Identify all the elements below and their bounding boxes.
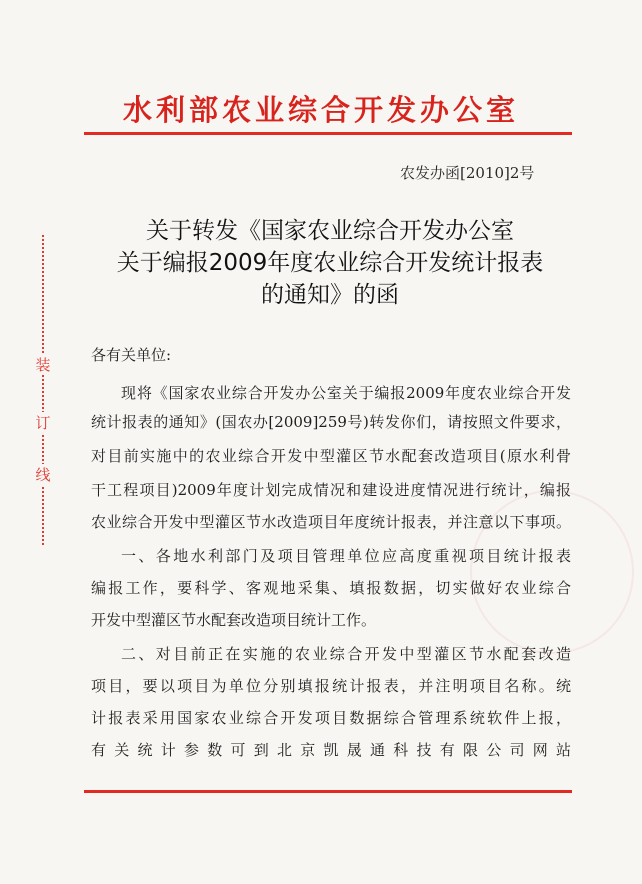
body-text-line: 农业综合开发中型灌区节水改造项目年度统计报表，并注意以下事项。 <box>91 513 571 531</box>
binding-mark: 装 <box>33 354 53 375</box>
body-text-line: 开发中型灌区节水配套改造项目统计工作。 <box>91 611 377 629</box>
body-text-line: 计报表采用国家农业综合开发项目数据综合管理系统软件上报， <box>91 709 571 727</box>
document-title-line: 的通知》的函 <box>261 282 399 308</box>
body-text-line: 统计报表的通知》(国农办[2009]259号)转发你们，请按照文件要求， <box>91 413 571 431</box>
binding-mark: 订 <box>33 412 53 433</box>
body-text-line: 一、各地水利部门及项目管理单位应高度重视项目统计报表 <box>121 547 571 565</box>
document-number: 农发办函[2010]2号 <box>400 164 535 182</box>
salutation: 各有关单位: <box>91 346 172 364</box>
body-text-line: 编报工作，要科学、客观地采集、填报数据，切实做好农业综合 <box>91 579 571 597</box>
header-red-rule <box>84 132 572 135</box>
issuing-office-header: 水利部农业综合开发办公室 <box>122 93 519 127</box>
body-text-line: 有关统计参数可到北京凯晟通科技有限公司网站 <box>91 741 571 759</box>
binding-mark: 线 <box>33 464 53 485</box>
binding-dotted-line <box>42 235 44 545</box>
body-text-line: 现将《国家农业综合开发办公室关于编报2009年度农业综合开发 <box>121 384 571 402</box>
body-text-line: 二、对目前正在实施的农业综合开发中型灌区节水配套改造 <box>121 645 571 663</box>
body-text-line: 项目，要以项目为单位分别填报统计报表，并注明项目名称。统 <box>91 677 571 695</box>
body-text-line: 干工程项目)2009年度计划完成情况和建设进度情况进行统计，编报 <box>91 481 571 499</box>
footer-red-rule <box>84 790 572 793</box>
body-text-line: 对目前实施中的农业综合开发中型灌区节水配套改造项目(原水利骨 <box>91 447 571 465</box>
document-title-line: 关于转发《国家农业综合开发办公室 <box>146 218 514 244</box>
document-title-line: 关于编报2009年度农业综合开发统计报表 <box>116 250 544 276</box>
